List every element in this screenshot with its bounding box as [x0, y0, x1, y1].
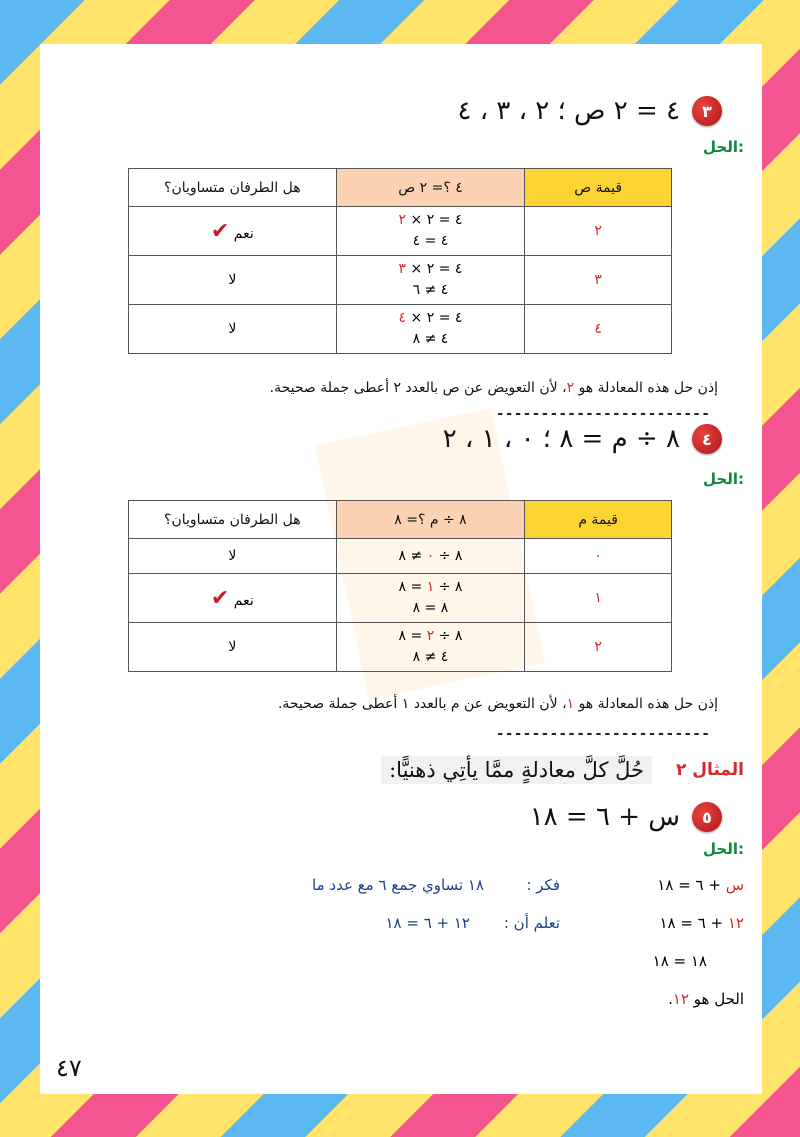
- eq-text: ٤ = ٢ ×: [406, 261, 463, 277]
- substituted-value: ١: [426, 579, 435, 595]
- header-value: قيمة ص: [525, 169, 672, 207]
- check-mark-icon: ✔: [210, 218, 230, 244]
- table-row: [129, 305, 672, 354]
- answer-cell: لا: [129, 256, 337, 305]
- equation-cell: [336, 574, 525, 623]
- solution-label: الحل:: [703, 470, 744, 488]
- question-number-badge: ٣: [692, 96, 722, 126]
- eq-result: ٤ = ٤: [412, 233, 449, 249]
- eq-result: ٤ ≠ ٨: [412, 331, 449, 347]
- header-equal: هل الطرفان متساويان؟: [129, 169, 337, 207]
- question-equation: ٤ = ٢ ص ؛ ٢ ، ٣ ، ٤: [457, 96, 680, 126]
- eq-text: ٤ = ٢ ×: [406, 310, 463, 326]
- value-cell: ١: [525, 574, 672, 623]
- conclusion-text: إذن حل هذه المعادلة هو: [574, 696, 718, 712]
- answer-cell: لا: [129, 623, 337, 672]
- table-row: [129, 539, 672, 574]
- unknown-variable: س: [725, 876, 744, 894]
- conclusion-q3: [270, 380, 718, 396]
- value-cell: ٢: [525, 623, 672, 672]
- example-instruction: حُلَّ كلَّ معادلةٍ ممَّا يأتِي ذهنيًّا:: [381, 756, 652, 784]
- step-3: ١٨ = ١٨: [652, 952, 707, 970]
- header-equation: ٤ ؟= ٢ ص: [336, 169, 525, 207]
- table-header-row: [129, 501, 672, 539]
- solution-label: الحل:: [703, 138, 744, 156]
- question-3: [457, 96, 722, 126]
- question-4: [443, 424, 722, 454]
- example-label: المثال ٢: [676, 760, 744, 780]
- answer-cell: [129, 207, 337, 256]
- header-equation: ٨ ÷ م ؟= ٨: [336, 501, 525, 539]
- equation-cell: [336, 539, 525, 574]
- eq-result: ٨ = ٨: [412, 600, 449, 616]
- answer-text: نعم: [233, 225, 254, 242]
- step-text: + ٦ = ١٨: [657, 876, 726, 894]
- equation-cell: [336, 623, 525, 672]
- divider: ------------------------: [496, 406, 711, 422]
- equation-cell: [336, 256, 525, 305]
- think-label: فكر :: [526, 876, 560, 894]
- solution-label: الحل:: [703, 840, 744, 858]
- substituted-value: ٢: [398, 212, 407, 228]
- page-sheet: [40, 44, 762, 1094]
- final-value: ١٢: [672, 990, 690, 1008]
- conclusion-answer: ١: [566, 696, 575, 712]
- check-mark-icon: ✔: [210, 585, 230, 611]
- header-equal: هل الطرفان متساويان؟: [129, 501, 337, 539]
- step-1: [657, 876, 744, 894]
- question-equation: ٨ ÷ م = ٨ ؛ ٠ ، ١ ، ٢: [442, 424, 680, 454]
- value-cell: ٣: [525, 256, 672, 305]
- answer-cell: لا: [129, 305, 337, 354]
- question-number-badge: ٤: [692, 424, 722, 454]
- conclusion-text-end: ، لأن التعويض عن م بالعدد ١ أعطى جملة صحيحة.: [277, 696, 567, 712]
- eq-result: ٤ ≠ ٨: [412, 649, 449, 665]
- divider: ------------------------: [496, 726, 711, 742]
- eq-text: ٤ = ٢ ×: [406, 212, 463, 228]
- conclusion-answer: ٢: [566, 380, 575, 396]
- eq-text-end: ≠ ٨: [398, 547, 427, 564]
- step-text: + ٦ = ١٨: [659, 914, 728, 932]
- table-row: [129, 623, 672, 672]
- conclusion-text: إذن حل هذه المعادلة هو: [574, 380, 718, 396]
- value-cell: ٢: [525, 207, 672, 256]
- eq-text: ٨ ÷: [434, 579, 463, 595]
- substituted-value: ٠: [426, 547, 435, 564]
- equation-cell: [336, 207, 525, 256]
- eq-text: ٨ ÷: [434, 628, 463, 644]
- table-header-row: [129, 169, 672, 207]
- final-answer: [668, 990, 744, 1008]
- substitution-table-q4: [128, 500, 672, 672]
- equation-cell: [336, 305, 525, 354]
- conclusion-q4: [278, 696, 718, 712]
- final-text: الحل هو: [689, 990, 744, 1008]
- question-equation: س + ٦ = ١٨: [529, 802, 680, 832]
- table-row: [129, 574, 672, 623]
- substitution-table-q3: [128, 168, 672, 354]
- answer-cell: لا: [129, 539, 337, 574]
- conclusion-text-end: ، لأن التعويض عن ص بالعدد ٢ أعطى جملة صحيحة.: [269, 380, 567, 396]
- table-row: [129, 207, 672, 256]
- think-text: ١٨ تساوي جمع ٦ مع عدد ما: [312, 876, 484, 894]
- answer-cell: [129, 574, 337, 623]
- header-value: قيمة م: [525, 501, 672, 539]
- know-text: ١٢ + ٦ = ١٨: [385, 914, 470, 932]
- eq-text-end: = ٨: [398, 628, 427, 644]
- substituted-value: ٢: [426, 628, 435, 644]
- eq-text: ٨ ÷: [434, 547, 463, 564]
- answer-text: نعم: [233, 592, 254, 609]
- final-text-end: .: [668, 990, 673, 1008]
- know-label: تعلم أن :: [503, 914, 560, 932]
- example-heading: [381, 756, 744, 784]
- value-cell: ٤: [525, 305, 672, 354]
- question-number-badge: ٥: [692, 802, 722, 832]
- found-value: ١٢: [727, 914, 744, 932]
- table-row: [129, 256, 672, 305]
- page-number: ٤٧: [56, 1054, 82, 1082]
- step-2: [659, 914, 744, 932]
- substituted-value: ٣: [398, 261, 407, 277]
- eq-text-end: = ٨: [398, 579, 427, 595]
- eq-result: ٤ ≠ ٦: [412, 282, 449, 298]
- question-5: [530, 802, 722, 832]
- substituted-value: ٤: [398, 310, 407, 326]
- value-cell: ٠: [525, 539, 672, 574]
